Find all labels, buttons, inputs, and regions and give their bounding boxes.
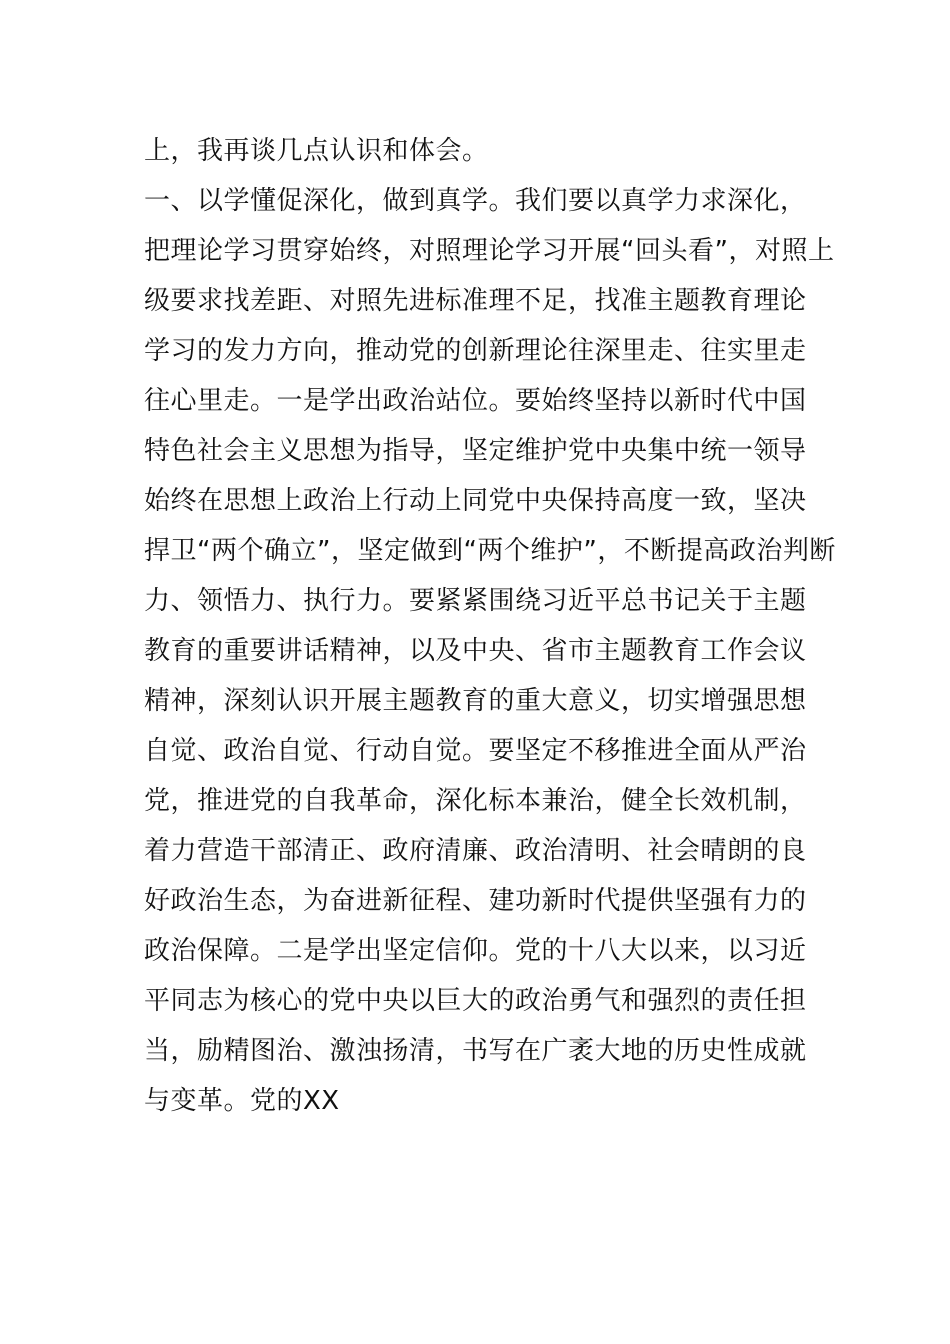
text-line: 政治保障。二是学出坚定信仰。党的十八大以来，以习近 <box>144 936 807 966</box>
text-line: 级要求找差距、对照先进标准理不足，找准主题教育理论 <box>144 286 807 316</box>
text-line: 自觉、政治自觉、行动自觉。要坚定不移推进全面从严治 <box>144 736 807 766</box>
text-line: 平同志为核心的党中央以巨大的政治勇气和强烈的责任担 <box>144 986 807 1016</box>
text-line: 教育的重要讲话精神，以及中央、省市主题教育工作会议 <box>144 636 807 666</box>
text-line: 上，我再谈几点认识和体会。 <box>144 136 489 166</box>
text-line: 与变革。党的XX <box>144 1086 340 1116</box>
body-text <box>144 126 836 1126</box>
text-line: 着力营造干部清正、政府清廉、政治清明、社会晴朗的良 <box>144 836 807 866</box>
text-line: 特色社会主义思想为指导，坚定维护党中央集中统一领导 <box>144 436 807 466</box>
text-line: 精神，深刻认识开展主题教育的重大意义，切实增强思想 <box>144 686 807 716</box>
text-line: 当，励精图治、激浊扬清，书写在广袤大地的历史性成就 <box>144 1036 807 1066</box>
text-line: 往心里走。一是学出政治站位。要始终坚持以新时代中国 <box>144 386 807 416</box>
text-line: 捍卫“两个确立”，坚定做到“两个维护”，不断提高政治判断 <box>144 536 836 566</box>
text-line: 党，推进党的自我革命，深化标本兼治，健全长效机制， <box>144 786 807 816</box>
text-line: 学习的发力方向，推动党的创新理论往深里走、往实里走 <box>144 336 807 366</box>
text-line: 一、以学懂促深化，做到真学。我们要以真学力求深化， <box>144 186 807 216</box>
text-line: 力、领悟力、执行力。要紧紧围绕习近平总书记关于主题 <box>144 586 807 616</box>
text-line: 好政治生态，为奋进新征程、建功新时代提供坚强有力的 <box>144 886 807 916</box>
text-line: 始终在思想上政治上行动上同党中央保持高度一致，坚决 <box>144 486 807 516</box>
text-line: 把理论学习贯穿始终，对照理论学习开展“回头看”，对照上 <box>144 236 835 266</box>
